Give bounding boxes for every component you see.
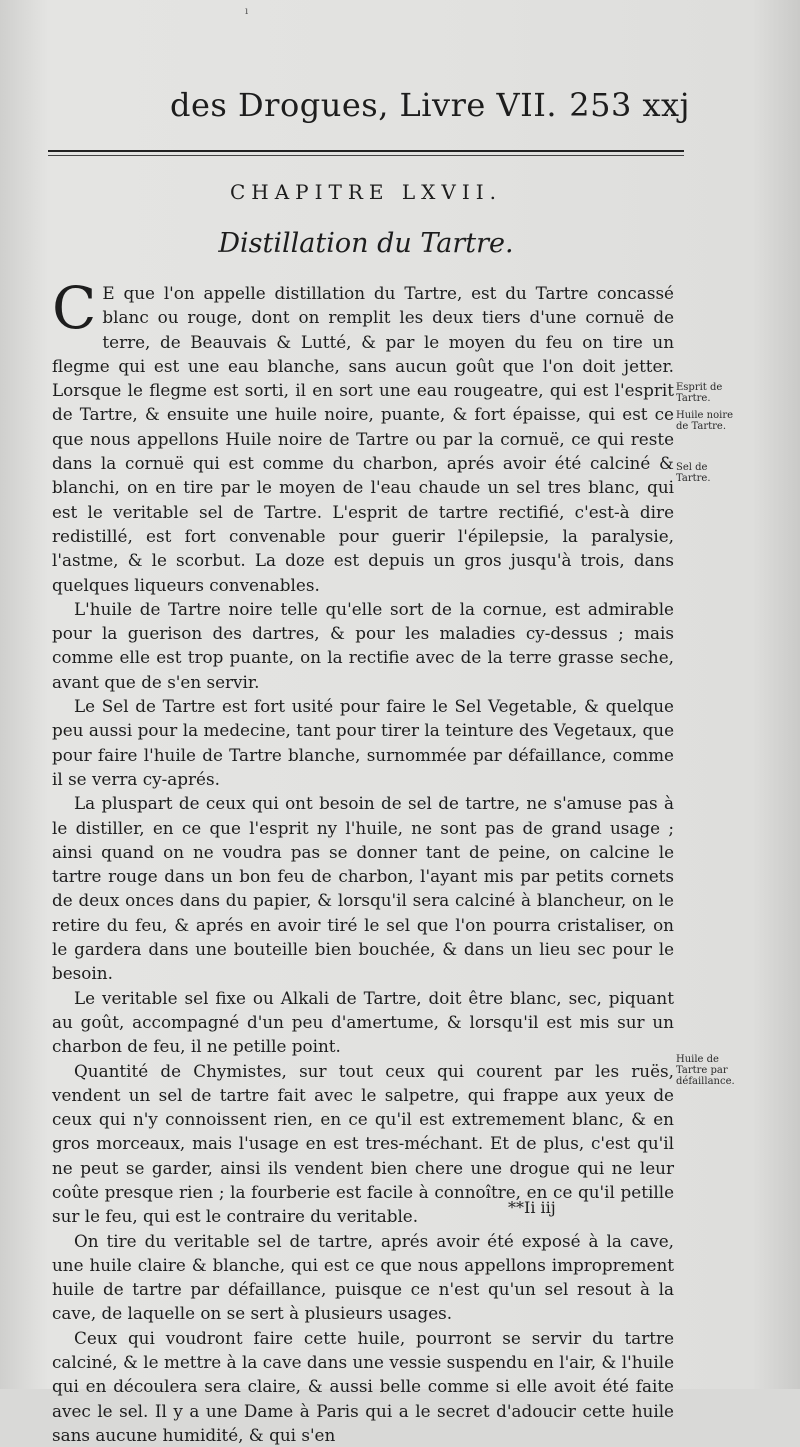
top-mark: ı <box>245 6 249 17</box>
running-header <box>170 86 690 132</box>
paragraph: Ceux qui voudront faire cette huile, pourront se servir du tartre calciné, & le mettre à la cave dans une vessie suspendu en l'air, & l'huile qui en découlera sera claire, & aussi belle comme si elle avoit été faite avec le sel. Il y a une Dame à Paris qui a le secret d'adoucir cette huile sans aucune humidité, & qui s'en <box>52 1327 674 1445</box>
chapter-heading: CHAPITRE LXVII. <box>229 180 503 204</box>
margin-note: Esprit de Tartre. <box>676 382 723 404</box>
body-text <box>52 274 674 1447</box>
margin-note: Huile de Tartre par défaillance. <box>676 1054 735 1087</box>
paragraph: On tire du veritable sel de tartre, aprés avoir été exposé à la cave, une huile claire & blanche, qui est ce que nous appellons improprement huile de tartre par défaillance, puisque ce n'est qu'un sel resout à la cave, de laquelle on se sert à plusieurs usages. <box>52 1230 674 1324</box>
page-number: 253 xxj <box>569 86 690 124</box>
header-rule <box>48 150 684 156</box>
paragraph: Le veritable sel fixe ou Alkali de Tartre, doit être blanc, sec, piquant au goût, accompagné d'un peu d'amertume, & lorsqu'il est mis sur un charbon de feu, il ne petille point. <box>52 987 674 1057</box>
paragraph-text: E que l'on appelle distillation du Tartre, est du Tartre concassé blanc ou rouge, dont on remplit les deux tiers d'une cornuë de terre, de Beauvais & Lutté, & par le moyen du feu on tire un flegme qui est une eau blanche, sans aucun goût que l'on doit jetter. Lorsque le flegme est sorti, il en sort une eau rougeatre, qui est l'esprit de Tartre, & ensuite une huile noire, puante, & fort épaisse, qui est ce que nous appellons Huile noire de Tartre ou par la cornuë, ce qui reste dans la cornuë qui est comme du charbon, aprés avoir été calciné & blanchi, on en tire par le moyen de l'eau chaude un sel tres blanc, qui est le veritable sel de Tartre. L'esprit de tartre rectifié, c'est-à dire redistillé, est fort convenable pour guerir l'épilepsie, la paralysie, l'astme, & le scorbut. La doze est depuis un gros jusqu'à trois, dans quelques liqueurs convenables. <box>52 283 674 595</box>
section-title: Distillation du Tartre. <box>218 228 514 259</box>
paragraph: L'huile de Tartre noire telle qu'elle sort de la cornue, est admirable pour la guerison des dartres, & pour les maladies cy-dessus ; mais comme elle est trop puante, on la rectifie avec de la terre grasse seche, avant que de s'en servir. <box>52 598 674 692</box>
paragraph <box>52 274 674 597</box>
paragraph: La pluspart de ceux qui ont besoin de sel de tartre, ne s'amuse pas à le distiller, en ce que l'esprit ny l'huile, ne sont pas de grand usage ; ainsi quand on ne voudra pas se donner tant de peine, on calcine le tartre rouge dans un bon feu de charbon, l'ayant mis par petits cornets de deux onces dans du papier, & lorsqu'il sera calciné à blancheur, on le retire du feu, & aprés en avoir tiré le sel que l'on pourra cristaliser, on le gardera dans une bouteille bien bouchée, & dans un lieu sec pour le besoin. <box>52 793 674 984</box>
drop-cap: C <box>52 274 97 342</box>
margin-note: Sel de Tartre. <box>676 462 711 484</box>
paragraph: Le Sel de Tartre est fort usité pour faire le Sel Vegetable, & quelque peu aussi pour la medecine, tant pour tirer la teinture des Vegetaux, que pour faire l'huile de Tartre blanche, surnommée par défaillance, comme il se verra cy-aprés. <box>52 696 674 789</box>
paragraph: Quantité de Chymistes, sur tout ceux qui courent par les ruës, vendent un sel de tartre fait avec le salpetre, qui frappe aux yeux de ceux qui n'y connoissent rien, en ce qu'il est extremement blanc, & en gros morceaux, mais l'usage en est tres-méchant. Et de plus, c'est qu'il ne peut se garder, ainsi ils vendent bien chere une drogue qui ne leur coûte presque rien ; la fourberie est facile à connoître, en ce qu'il petille sur le feu, qui est le contraire du veritable. <box>52 1060 674 1227</box>
running-title: des Drogues, Livre VII. <box>170 86 558 124</box>
signature-mark: **Ii iij <box>508 1198 556 1217</box>
margin-note: Huile noire de Tartre. <box>676 410 734 432</box>
